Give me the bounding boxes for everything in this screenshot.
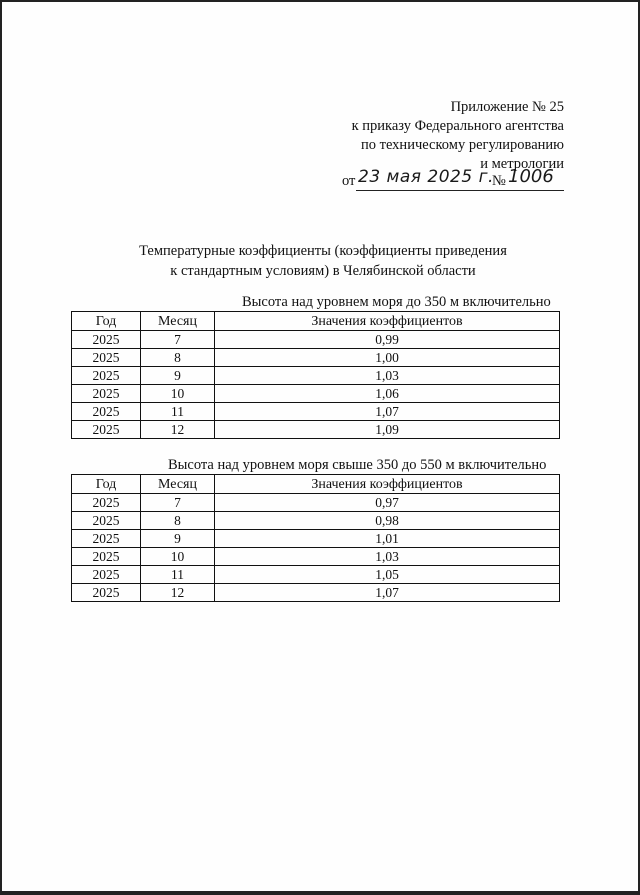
cell-year: 2025	[72, 584, 141, 602]
table-row	[72, 530, 560, 548]
scan-border-bottom	[0, 891, 640, 895]
title-line-2: к стандартным условиям) в Челябинской области	[170, 263, 476, 279]
cell-value: 0,98	[215, 512, 560, 530]
cell-value: 0,99	[215, 331, 560, 349]
table-header-row	[72, 475, 560, 494]
title-line-1: Температурные коэффициенты (коэффициенты приведения	[139, 243, 507, 259]
table-1-caption: Высота над уровнем моря до 350 м включительно	[242, 294, 551, 310]
cell-value: 0,97	[215, 494, 560, 512]
table-2-caption: Высота над уровнем моря свыше 350 до 550 м включительно	[168, 457, 547, 473]
cell-year: 2025	[72, 494, 141, 512]
cell-value: 1,07	[215, 403, 560, 421]
cell-year: 2025	[72, 367, 141, 385]
cell-month: 11	[141, 403, 215, 421]
cell-year: 2025	[72, 512, 141, 530]
cell-year: 2025	[72, 548, 141, 566]
table-row	[72, 421, 560, 439]
cell-value: 1,01	[215, 530, 560, 548]
appendix-number: Приложение № 25	[450, 99, 564, 115]
cell-value: 1,07	[215, 584, 560, 602]
date-prefix: от	[342, 173, 356, 189]
col-year: Год	[72, 312, 141, 331]
cell-year: 2025	[72, 331, 141, 349]
table-row	[72, 584, 560, 602]
cell-year: 2025	[72, 349, 141, 367]
cell-month: 9	[141, 530, 215, 548]
cell-month: 9	[141, 367, 215, 385]
cell-value: 1,09	[215, 421, 560, 439]
handwritten-number: 1006	[508, 166, 554, 187]
table-row	[72, 512, 560, 530]
cell-month: 8	[141, 512, 215, 530]
cell-month: 10	[141, 548, 215, 566]
cell-month: 7	[141, 494, 215, 512]
coefficients-table-1	[71, 311, 560, 439]
handwritten-date: 23 мая 2025 г.	[358, 167, 494, 187]
cell-value: 1,05	[215, 566, 560, 584]
cell-value: 1,03	[215, 367, 560, 385]
cell-value: 1,00	[215, 349, 560, 367]
number-prefix: №	[492, 173, 506, 189]
coefficients-table-2	[71, 474, 560, 602]
cell-month: 10	[141, 385, 215, 403]
col-month: Месяц	[141, 475, 215, 494]
cell-year: 2025	[72, 566, 141, 584]
table-row	[72, 349, 560, 367]
cell-year: 2025	[72, 385, 141, 403]
table-row	[72, 403, 560, 421]
order-date-number	[342, 166, 564, 193]
document-title	[0, 241, 640, 281]
cell-month: 12	[141, 421, 215, 439]
col-month: Месяц	[141, 312, 215, 331]
agency-line-end: и метрологии	[480, 156, 564, 172]
table-row	[72, 548, 560, 566]
cell-month: 11	[141, 566, 215, 584]
order-reference: к приказу Федерального агентства	[351, 118, 564, 134]
cell-value: 1,03	[215, 548, 560, 566]
agency-line: по техническому регулированию	[360, 137, 564, 153]
cell-year: 2025	[72, 421, 141, 439]
table-header-row	[72, 312, 560, 331]
cell-month: 7	[141, 331, 215, 349]
table-row	[72, 331, 560, 349]
appendix-header	[352, 98, 564, 174]
cell-month: 12	[141, 584, 215, 602]
cell-year: 2025	[72, 403, 141, 421]
col-year: Год	[72, 475, 141, 494]
signature-underline	[356, 190, 564, 191]
table-row	[72, 566, 560, 584]
table-row	[72, 494, 560, 512]
scan-border-top	[2, 0, 638, 2]
table-row	[72, 367, 560, 385]
table-row	[72, 385, 560, 403]
scan-border-left	[0, 0, 2, 895]
cell-value: 1,06	[215, 385, 560, 403]
col-value: Значения коэффициентов	[215, 312, 560, 331]
cell-year: 2025	[72, 530, 141, 548]
cell-month: 8	[141, 349, 215, 367]
col-value: Значения коэффициентов	[215, 475, 560, 494]
